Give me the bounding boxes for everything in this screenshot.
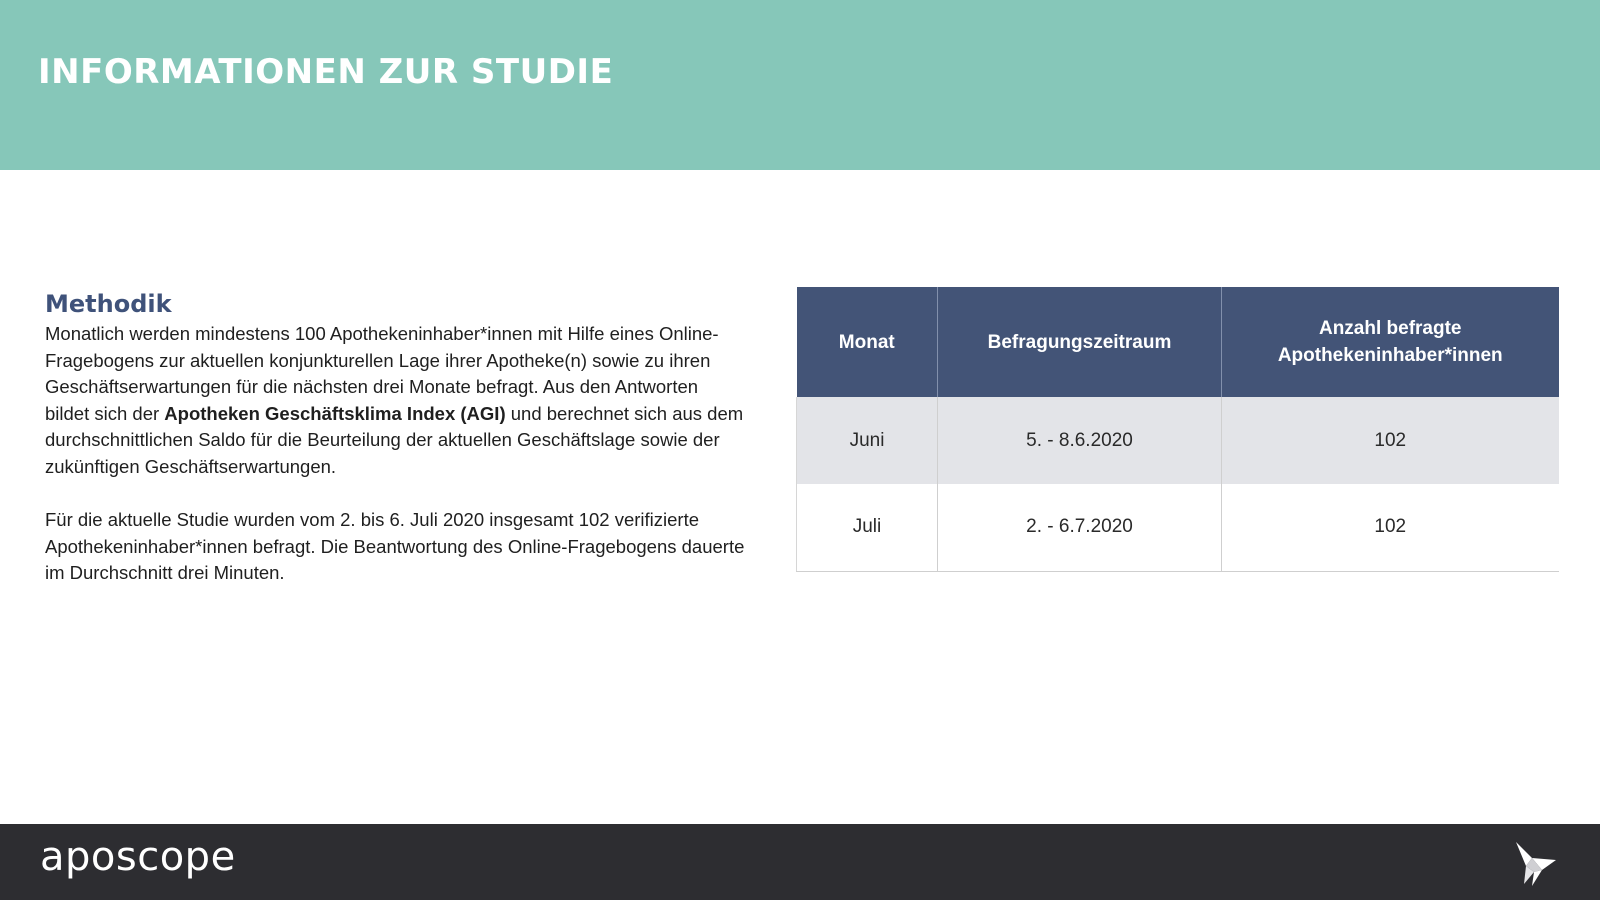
method-section — [45, 290, 745, 587]
header-anzahl — [1222, 287, 1559, 397]
method-text-1b: und berechnet sich aus dem durchschnittlichen Saldo für die Beurteilung der aktuellen Geschäftslage sowie der zukünftigen Geschäftserwartungen. — [45, 402, 744, 477]
header-anzahl-label: Anzahl befragte Apothekeninhaber*innen — [1277, 318, 1503, 366]
method-text-1a: Monatlich werden mindestens 100 Apothekeninhaber*innen mit Hilfe eines Online-Fragebogens zur aktuellen konjunkturellen Lage ihrer Apotheke(n) sowie zu ihren Geschäftserwartungen für die nächsten drei Monate befragt. Aus den Antworten bildet sich der — [45, 323, 719, 424]
table-row — [797, 397, 1559, 484]
study-table — [796, 287, 1559, 572]
footer-bar — [0, 824, 1600, 900]
method-paragraph-1 — [45, 321, 745, 481]
table-header-row — [797, 287, 1559, 397]
header-banner — [0, 0, 1600, 170]
cell-anzahl: 102 — [1222, 484, 1559, 571]
header-befragungszeitraum: Befragungszeitraum — [938, 287, 1222, 397]
method-heading: Methodik — [45, 290, 172, 318]
header-monat: Monat — [797, 287, 938, 397]
page-title: INFORMATIONEN ZUR STUDIE — [38, 52, 614, 92]
cell-zeitraum: 5. - 8.6.2020 — [938, 397, 1222, 484]
cell-monat: Juni — [797, 397, 938, 484]
aposcope-logo: aposcope — [40, 834, 236, 880]
cell-zeitraum: 2. - 6.7.2020 — [938, 484, 1222, 571]
origami-bird-icon — [1512, 840, 1558, 888]
cell-monat: Juli — [797, 484, 938, 571]
table-row — [797, 484, 1559, 571]
cell-anzahl: 102 — [1222, 397, 1559, 484]
agi-term: Apotheken Geschäftsklima Index (AGI) — [164, 402, 506, 424]
method-paragraph-2: Für die aktuelle Studie wurden vom 2. bis 6. Juli 2020 insgesamt 102 verifizierte Apothekeninhaber*innen befragt. Die Beantwortung des Online-Fragebogens dauerte im Durchschnitt drei Minuten. — [45, 509, 745, 584]
